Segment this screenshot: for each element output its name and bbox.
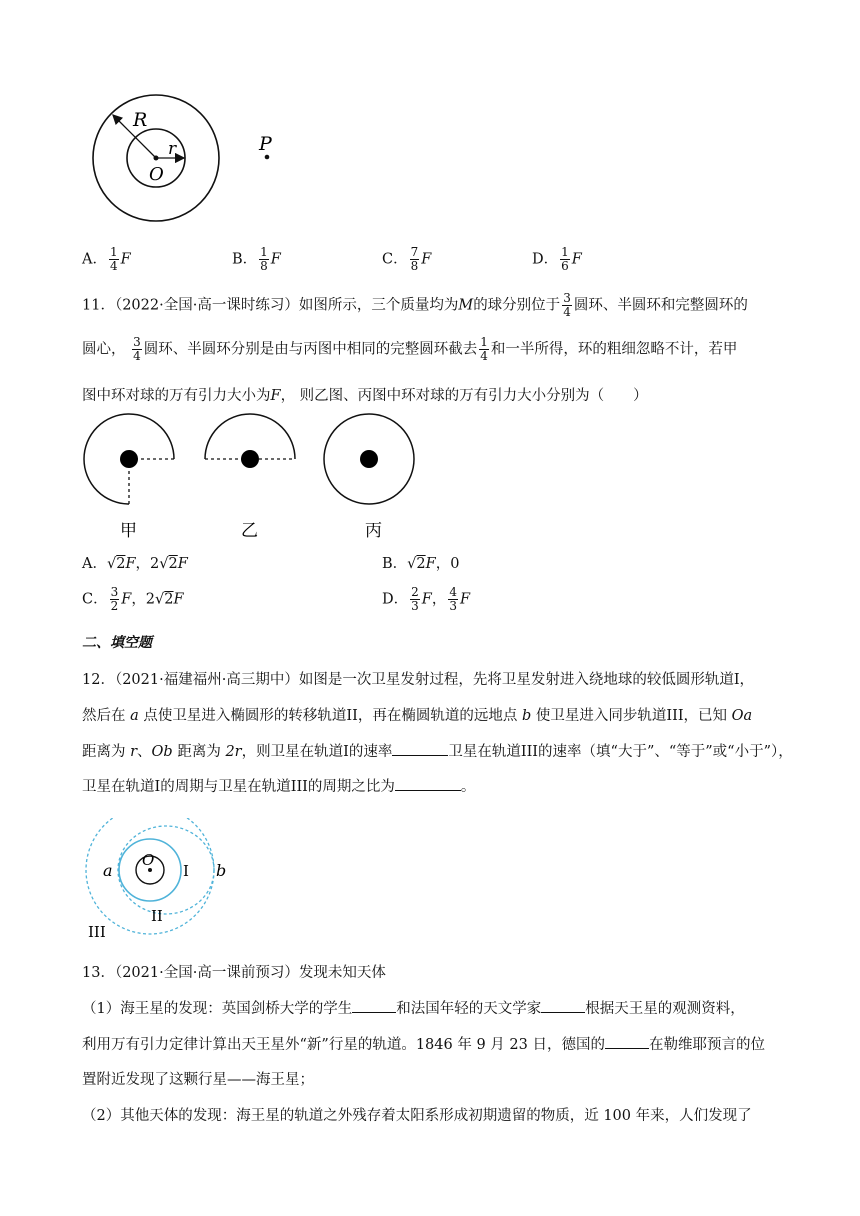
q12-line2: 然后在 a 点使卫星进入椭圆形的转移轨道II，再在椭圆轨道的远地点 b 使卫星进入同步轨道III，已知 Oa (82, 708, 753, 724)
orbit-II (118, 826, 214, 914)
figure-concentric-sphere (80, 88, 300, 238)
q10-option-d: D． $\frac{1}{6}$ F (532, 245, 582, 273)
q12-line4: 卫星在轨道I的周期与卫星在轨道III的周期之比为 。 (82, 779, 476, 795)
q13-p1: （1）海王星的发现：英国剑桥大学的学生 和法国年轻的天文学家 根据天王星的观测资料， (82, 1001, 745, 1017)
label-O: O (149, 164, 164, 185)
answer-blank-speed[interactable] (392, 743, 448, 756)
label-I: I (183, 862, 189, 880)
figure-three-rings (80, 412, 420, 542)
label-II: II (151, 907, 163, 925)
ball-jia (120, 450, 138, 468)
answer-blank-astronomer[interactable] (541, 1000, 585, 1013)
label-b: b (216, 861, 227, 880)
q12-line1: 12．（2021·福建福州·高三期中）如图是一次卫星发射过程，先将卫星发射进入绕地球的较低圆形轨道I， (82, 672, 755, 688)
label-bing: 丙 (365, 521, 382, 541)
answer-blank-student[interactable] (352, 1000, 396, 1013)
q13-p3: 置附近发现了这颗行星——海王星； (82, 1072, 314, 1088)
point-P (265, 155, 270, 160)
label-yi: 乙 (241, 521, 258, 541)
q12-line3: 距离为 r、Ob 距离为 2r，则卫星在轨道I的速率 卫星在轨道III的速率（填“大于”、“等于”或“小于”）， (82, 744, 793, 760)
q11-option-a: A．√2F，2√2F (82, 556, 188, 572)
q13-p2: 利用万有引力定律计算出天王星外“新”行星的轨道。1846 年 9 月 23 日，德国的 在勒维耶预言的位 (82, 1037, 765, 1053)
label-O-orbit: O (142, 851, 155, 869)
q11-line1: 11．（2022·全国·高一课时练习）如图所示，三个质量均为M的球分别位于 $\frac{3}{4}$ 圆环、半圆环和完整圆环的 (82, 291, 748, 319)
q10-option-a: A． $\frac{1}{4}$ F (82, 245, 131, 273)
q11-option-c: C． $\frac{3}{2}$ F，2√2F (82, 585, 184, 613)
figure-orbits (84, 818, 244, 942)
label-a: a (103, 861, 113, 880)
label-r: r (168, 139, 177, 159)
label-R: R (133, 109, 148, 131)
ball-bing (360, 450, 378, 468)
section-heading: 二、填空题 (82, 635, 152, 651)
q11-line3: 图中环对球的万有引力大小为F， 则乙图、丙图中环对球的万有引力大小分别为（ ） (82, 388, 648, 404)
q11-line2: 圆心， $\frac{3}{4}$ 圆环、半圆环分别是由与丙图中相同的完整圆环截去 $\frac{1}{4}$ 和一半所得，环的粗细忽略不计，若甲 (82, 335, 738, 363)
answer-blank-observer[interactable] (605, 1036, 649, 1049)
q10-option-b: B． $\frac{1}{8}$ F (232, 245, 281, 273)
label-jia: 甲 (120, 521, 137, 541)
q13-title: 13．（2021·全国·高一课前预习）发现未知天体 (82, 965, 386, 981)
label-P: P (259, 133, 272, 155)
q11-option-d: D． $\frac{2}{3}$ F， $\frac{4}{3}$ F (382, 585, 471, 613)
q13-p4: （2）其他天体的发现：海王星的轨道之外残存着太阳系形成初期遗留的物质，近 100 年来，人们发现了 (82, 1108, 752, 1124)
q10-option-c: C． $\frac{7}{8}$ F (382, 245, 432, 273)
ball-yi (241, 450, 259, 468)
label-III: III (88, 923, 106, 941)
q11-option-b: B．√2F，0 (382, 556, 460, 572)
answer-blank-period-ratio[interactable] (395, 778, 461, 791)
